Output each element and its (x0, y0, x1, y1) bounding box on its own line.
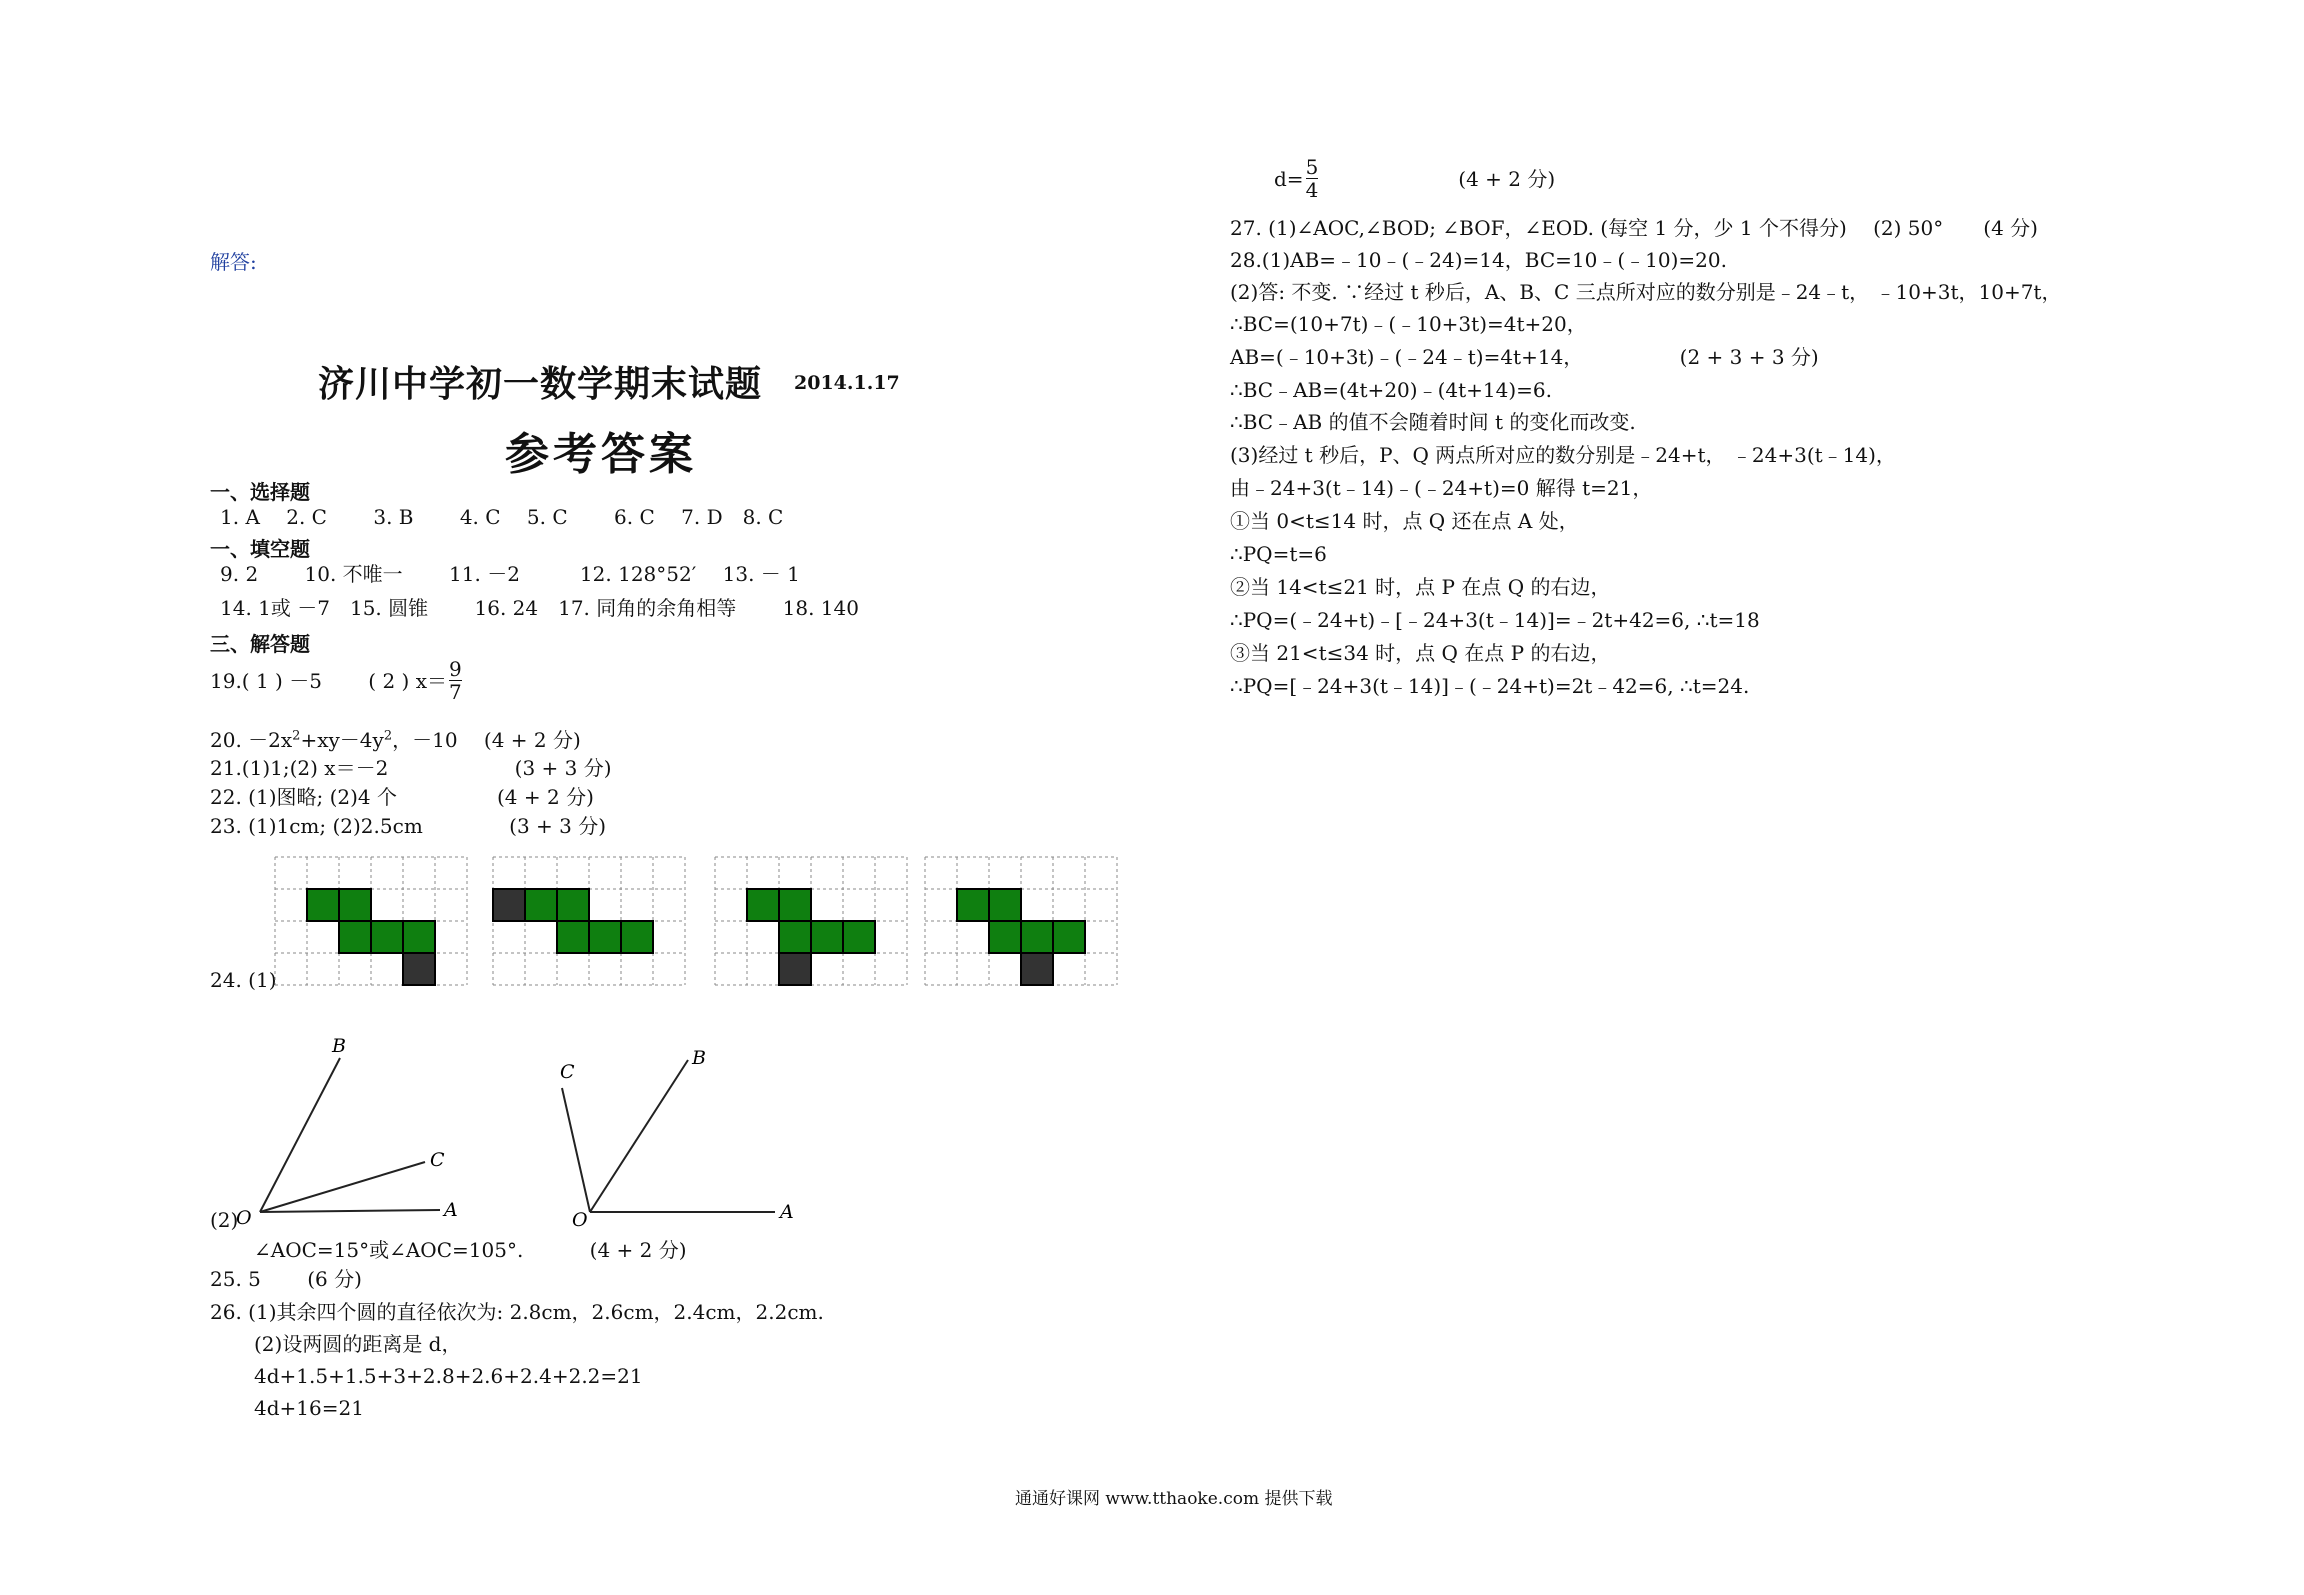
dark-cell (403, 953, 435, 985)
green-cell (339, 921, 371, 953)
fill-answers-line-1: 9. 2 10. 不唯一 11. －2 12. 128°52′ 13. － 1 (220, 562, 800, 586)
intro-label: 解答: (210, 250, 257, 274)
q28-line-8: 由﹣24+3(t﹣14)﹣(﹣24+t)=0 解得 t=21， (1230, 476, 1653, 500)
q26-line-1: 26. (1)其余四个圆的直径依次为: 2.8cm，2.6cm，2.4cm，2.2cm. (210, 1300, 824, 1324)
exam-date: 2014.1.17 (794, 372, 900, 394)
q24-part2-label: (2) (210, 1208, 239, 1232)
q28-line-7: (3)经过 t 秒后，P、Q 两点所对应的数分别是﹣24+t， ﹣24+3(t﹣14)， (1230, 443, 1896, 467)
ray-ob (590, 1060, 688, 1212)
green-cell (779, 921, 811, 953)
label-b: B (692, 1047, 706, 1069)
section-heading-choice: 一、选择题 (210, 480, 310, 504)
green-cell (747, 889, 779, 921)
green-cell (589, 921, 621, 953)
q28-line-10: ∴PQ=t=6 (1230, 542, 1327, 566)
q28-line-9: ①当 0<t≤14 时，点 Q 还在点 A 处， (1230, 509, 1579, 533)
q19-text: 19.( 1 ) －5 ( 2 ) x＝ (210, 668, 447, 693)
green-cell (307, 889, 339, 921)
q22-answer: 22. (1)图略; (2)4 个 (4 + 2 分) (210, 785, 594, 809)
d-score: (4 + 2 分) (1458, 166, 1556, 191)
net-grid-2 (492, 856, 686, 986)
q28-line-4: AB=(﹣10+3t)﹣(﹣24﹣t)=4t+14， (2 + 3 + 3 分) (1230, 345, 1819, 369)
d-numerator: 5 (1305, 155, 1319, 179)
label-a: A (780, 1201, 794, 1223)
green-cell (403, 921, 435, 953)
d-fraction (1306, 156, 1319, 201)
section-heading-fill: 一、填空题 (210, 537, 310, 561)
net-grid-svg (924, 856, 1118, 986)
q19-numerator: 9 (448, 657, 462, 681)
q20-exponent-2: 2 (383, 728, 393, 744)
label-a: A (444, 1199, 458, 1221)
q28-line-13: ③当 21<t≤34 时，点 Q 在点 P 的右边， (1230, 641, 1611, 665)
label-b: B (332, 1035, 346, 1057)
q20-answer (210, 728, 581, 752)
q28-line-6: ∴BC﹣AB 的值不会随着时间 t 的变化而改变. (1230, 410, 1636, 434)
d-prefix: d= (1274, 166, 1304, 191)
q23-answer: 23. (1)1cm; (2)2.5cm (3 + 3 分) (210, 814, 607, 838)
green-cell (339, 889, 371, 921)
green-cell (989, 921, 1021, 953)
q19-fraction (449, 658, 462, 703)
q26-line-2: (2)设两圆的距离是 d， (254, 1332, 462, 1356)
d-denominator: 4 (1305, 178, 1319, 202)
q26-d-result (1274, 156, 1555, 201)
q26-line-4: 4d+16=21 (254, 1396, 364, 1420)
angle-figure-left (230, 1030, 490, 1230)
dark-cell (1021, 953, 1053, 985)
dark-cell (493, 889, 525, 921)
q20-text-a: 20. －2x (210, 728, 293, 752)
section-heading-solve: 三、解答题 (210, 632, 310, 656)
q28-line-3: ∴BC=(10+7t)﹣(﹣10+3t)=4t+20， (1230, 312, 1587, 336)
q25-answer: 25. 5 (6 分) (210, 1267, 362, 1291)
dark-cell (779, 953, 811, 985)
angle-figure-right (560, 1040, 820, 1230)
label-c: C (430, 1149, 445, 1171)
q20-text-c: ，－10 (4 + 2 分) (392, 728, 581, 752)
q28-line-1: 28.(1)AB=﹣10﹣(﹣24)=14，BC=10﹣(﹣10)=20. (1230, 248, 1727, 272)
net-grid-3 (714, 856, 908, 986)
q28-line-2: (2)答: 不变. ∵经过 t 秒后，A、B、C 三点所对应的数分别是﹣24﹣t， ﹣10+3t，10+7t， (1230, 280, 2062, 304)
green-cell (989, 889, 1021, 921)
green-cell (843, 921, 875, 953)
net-grid-1 (274, 856, 468, 986)
green-cell (621, 921, 653, 953)
q28-line-12: ∴PQ=(﹣24+t)﹣[﹣24+3(t﹣14)]=﹣2t+42=6, ∴t=18 (1230, 608, 1760, 632)
page-subtitle: 参考答案 (505, 429, 697, 480)
green-cell (779, 889, 811, 921)
choice-answers: 1. A 2. C 3. B 4. C 5. C 6. C 7. D 8. C (220, 505, 784, 529)
green-cell (557, 889, 589, 921)
q27-answer: 27. (1)∠AOC,∠BOD; ∠BOF，∠EOD. (每空 1 分，少 1 个不得分) (2) 50° (4 分) (1230, 216, 2038, 240)
q28-line-5: ∴BC﹣AB=(4t+20)﹣(4t+14)=6. (1230, 378, 1552, 402)
ray-ob (260, 1058, 340, 1212)
net-grid-svg (492, 856, 686, 986)
q19-denominator: 7 (448, 680, 462, 704)
green-cell (1021, 921, 1053, 953)
q24-angle-answer: ∠AOC=15°或∠AOC=105°. (4 + 2 分) (254, 1238, 687, 1262)
q21-answer: 21.(1)1;(2) x＝－2 (3 + 3 分) (210, 756, 612, 780)
ray-oa (260, 1210, 440, 1212)
green-cell (811, 921, 843, 953)
ray-oc (260, 1162, 425, 1212)
fill-answers-line-2: 14. 1或 －7 15. 圆锥 16. 24 17. 同角的余角相等 18. 140 (220, 596, 859, 620)
ray-oc (562, 1088, 590, 1212)
q20-text-b: +xy－4y (300, 728, 384, 752)
net-grid-4 (924, 856, 1118, 986)
green-cell (371, 921, 403, 953)
page-footer: 通通好课网 www.tthaoke.com 提供下载 (1015, 1489, 1333, 1509)
net-grid-svg (274, 856, 468, 986)
label-o: O (572, 1209, 588, 1230)
green-cell (1053, 921, 1085, 953)
green-cell (525, 889, 557, 921)
label-c: C (560, 1061, 575, 1083)
q19-answer (210, 658, 462, 703)
net-grid-svg (714, 856, 908, 986)
green-cell (957, 889, 989, 921)
q28-line-14: ∴PQ=[﹣24+3(t﹣14)]﹣(﹣24+t)=2t﹣42=6, ∴t=24. (1230, 674, 1750, 698)
q26-line-3: 4d+1.5+1.5+3+2.8+2.6+2.4+2.2=21 (254, 1364, 643, 1388)
green-cell (557, 921, 589, 953)
q28-line-11: ②当 14<t≤21 时，点 P 在点 Q 的右边， (1230, 575, 1611, 599)
page-title: 济川中学初一数学期末试题 (318, 363, 763, 405)
label-o: O (236, 1207, 252, 1229)
q20-exponent-1: 2 (292, 728, 301, 744)
q24-part1-label: 24. (1) (210, 968, 277, 992)
